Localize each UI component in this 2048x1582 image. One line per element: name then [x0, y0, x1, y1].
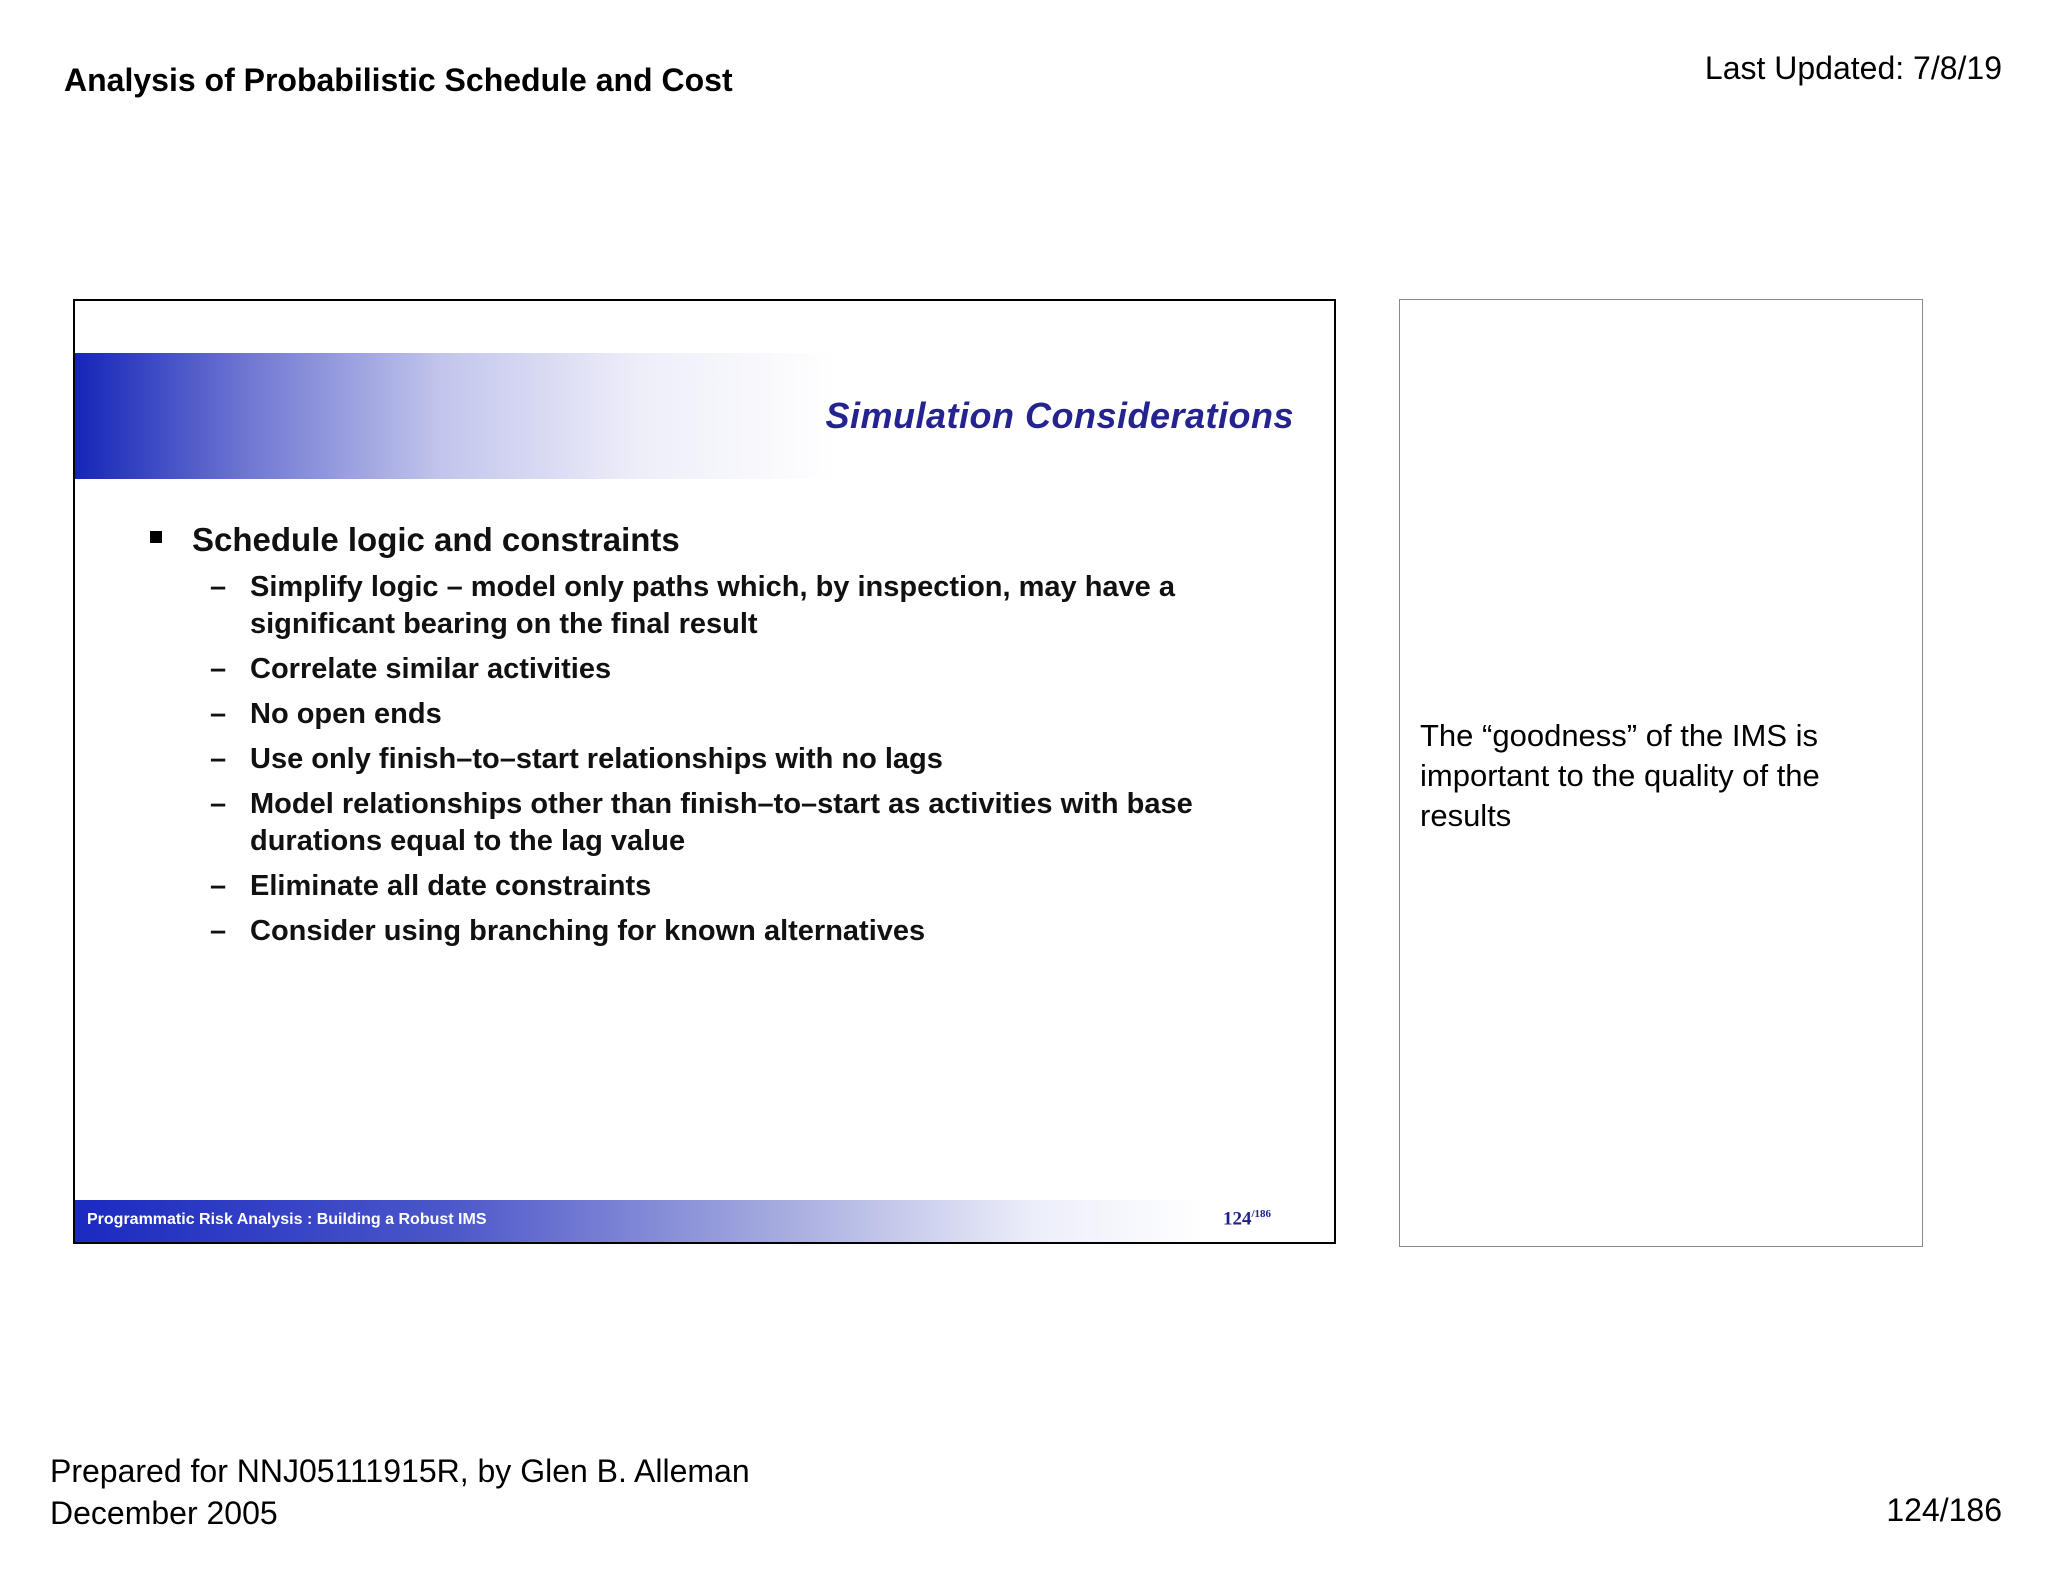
slide-body [150, 521, 1280, 958]
document-title: Analysis of Probabilistic Schedule and Cost [64, 62, 733, 98]
main-bullet-text: Schedule logic and constraints [192, 521, 680, 558]
slide-thumbnail [73, 299, 1336, 1244]
prepared-line-1: Prepared for NNJ05111915R, by Glen B. Alleman [50, 1453, 750, 1489]
sub-bullet-item: – Model relationships other than finish–to–start as activities with base durations equal to the lag value [210, 786, 1205, 860]
slide-page-number [1223, 1208, 1271, 1230]
sub-bullet-item: – Correlate similar activities [210, 651, 1205, 688]
square-bullet-icon [150, 531, 162, 543]
main-bullet [150, 521, 1280, 559]
slide-page-total: /186 [1251, 1208, 1271, 1220]
slide-footer-bar [75, 1200, 1305, 1242]
slide-page-current: 124 [1222, 1208, 1252, 1230]
slide-footer-text: Programmatic Risk Analysis : Building a Robust IMS [87, 1211, 487, 1228]
page-number: 124/186 [1886, 1492, 2002, 1528]
prepared-line-2: December 2005 [50, 1495, 278, 1531]
sub-bullet-list [75, 569, 1205, 950]
notes-panel [1399, 299, 1923, 1247]
prepared-by [50, 1450, 750, 1534]
sub-bullet-item: – Consider using branching for known alternatives [210, 913, 1205, 950]
sub-bullet-item: – Eliminate all date constraints [210, 868, 1205, 905]
slide-title: Simulation Considerations [825, 395, 1294, 436]
notes-text: The “goodness” of the IMS is important to the quality of the results [1420, 718, 1820, 833]
sub-bullet-item: – No open ends [210, 696, 1205, 733]
sub-bullet-item: – Use only finish–to–start relationships with no lags [210, 741, 1205, 778]
sub-bullet-item: – Simplify logic – model only paths which, by inspection, may have a significant bearing on the final result [210, 569, 1205, 643]
last-updated-date: Last Updated: 7/8/19 [1704, 50, 2002, 86]
